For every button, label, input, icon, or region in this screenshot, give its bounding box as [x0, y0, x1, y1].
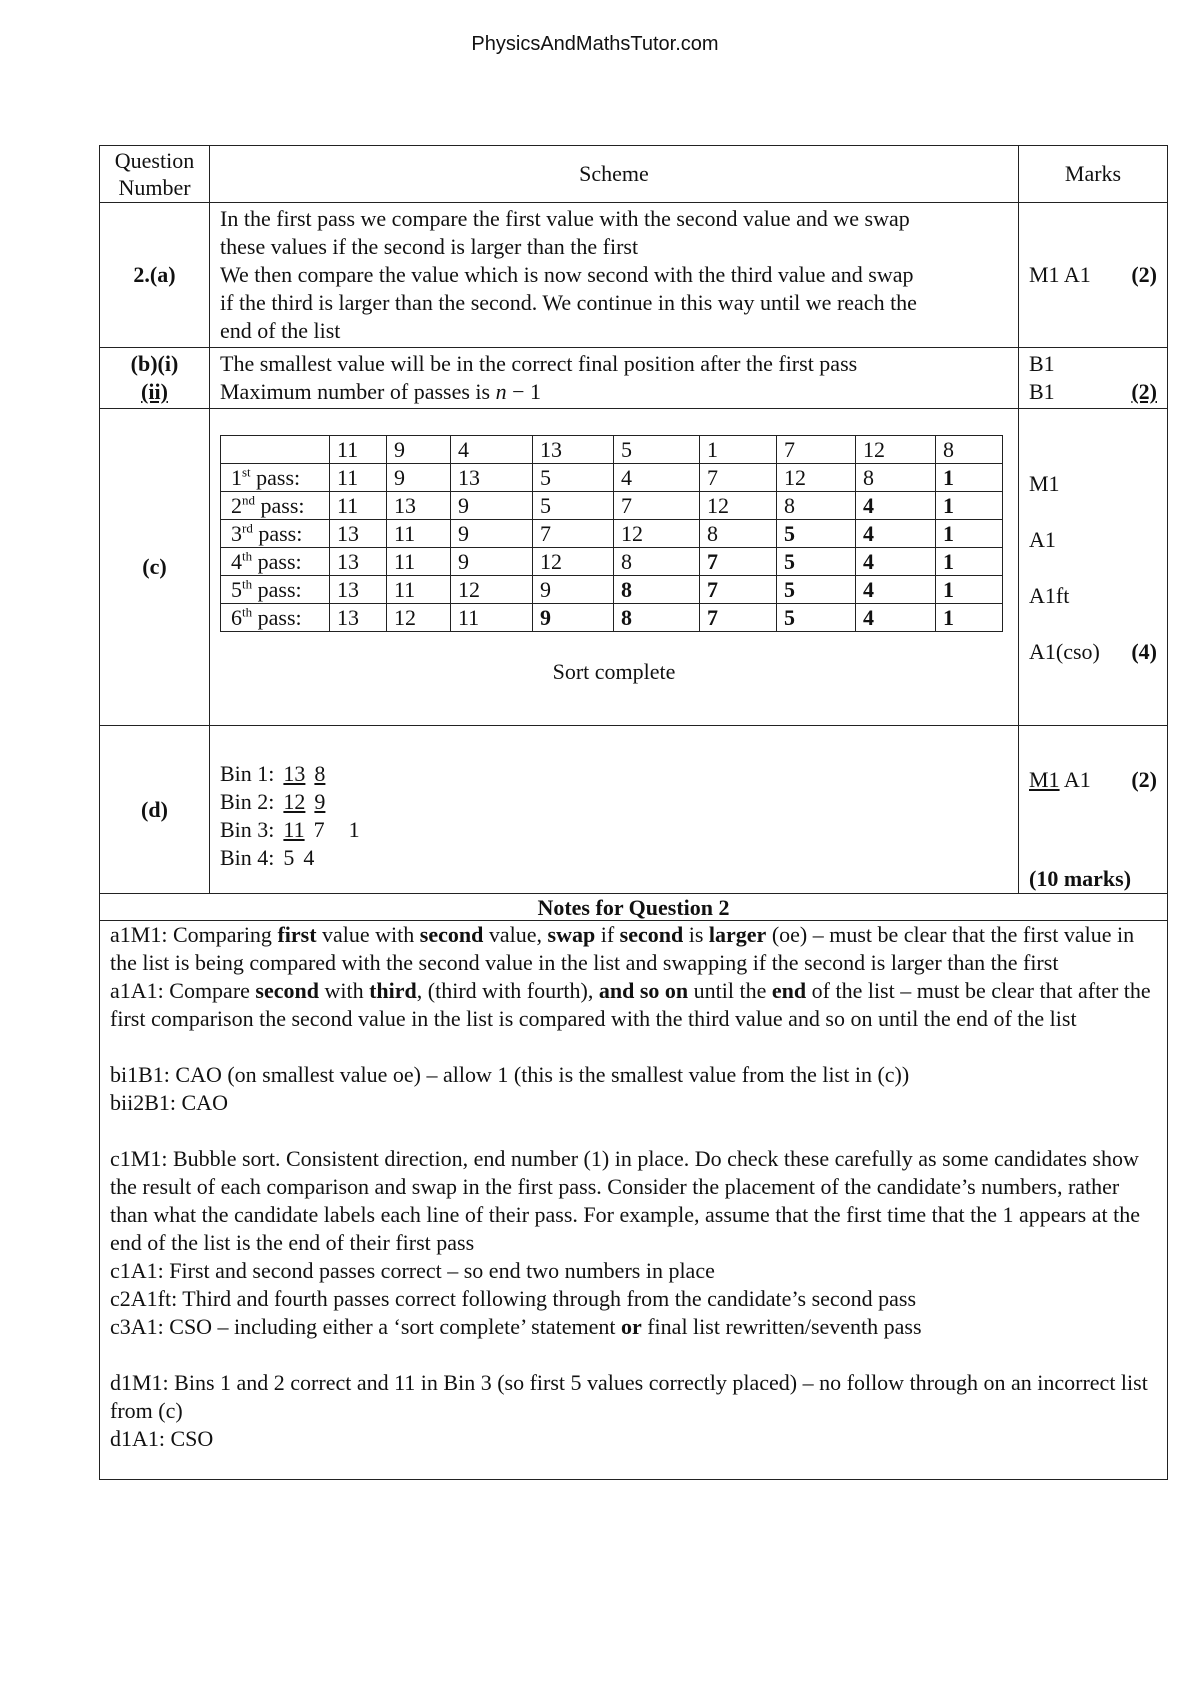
mark-total: (2)	[1131, 262, 1157, 287]
pass-value: 7	[777, 436, 856, 464]
scheme-line: if the third is larger than the second. We continue in this way until we reach the	[220, 290, 917, 315]
note-text: bii2B1: CAO	[110, 1090, 228, 1115]
pass-value: 12	[614, 520, 700, 548]
bin-line	[220, 816, 1008, 844]
label-part-a: 2.(a)	[100, 203, 210, 348]
scheme-part-c	[210, 409, 1019, 726]
pass-value: 1	[936, 548, 1003, 576]
pass-value: 13	[330, 520, 387, 548]
pass-value: 9	[387, 464, 451, 492]
pass-value: 4	[614, 464, 700, 492]
bin-item: 4	[303, 844, 315, 870]
pass-value: 7	[700, 464, 777, 492]
pass-value: 7	[700, 576, 777, 604]
pass-value: 13	[387, 492, 451, 520]
row-part-a	[100, 203, 1168, 348]
note-emphasis: and so on	[598, 978, 689, 1003]
bins-list	[220, 760, 1008, 872]
note-emphasis: end	[771, 978, 807, 1003]
pass-value: 13	[330, 604, 387, 632]
pass-value: 12	[451, 576, 533, 604]
pass-row	[221, 520, 1003, 548]
scheme-line: The smallest value will be in the correct final position after the first pass	[220, 351, 858, 376]
note-line	[110, 1257, 1157, 1285]
pass-row	[221, 576, 1003, 604]
pass-label: 6th pass:	[221, 604, 330, 632]
note-text: until the	[688, 978, 772, 1003]
note-emphasis: third	[369, 978, 417, 1003]
bin-item: 7	[313, 816, 325, 842]
note-line	[110, 1061, 1157, 1089]
marks-part-d	[1019, 726, 1168, 894]
pass-value: 9	[533, 576, 614, 604]
scheme-line: We then compare the value which is now second with the third value and swap	[220, 262, 914, 287]
note-text: final list rewritten/seventh pass	[641, 1314, 922, 1339]
pass-value: 13	[451, 464, 533, 492]
pass-value: 13	[533, 436, 614, 464]
pass-label: 2nd pass:	[221, 492, 330, 520]
mark: B1	[1029, 351, 1055, 376]
scheme-line: Maximum number of passes is n − 1	[220, 379, 542, 404]
marks-part-c	[1019, 409, 1168, 726]
pass-value: 9	[387, 436, 451, 464]
pass-value: 4	[451, 436, 533, 464]
bin-item: 11	[283, 816, 305, 842]
mark: A1(cso)	[1029, 639, 1100, 664]
note-emphasis: first	[277, 922, 317, 947]
pass-value: 9	[451, 492, 533, 520]
pass-value: 12	[700, 492, 777, 520]
pass-value: 7	[533, 520, 614, 548]
pass-value: 11	[387, 520, 451, 548]
pass-value: 1	[936, 464, 1003, 492]
note-text: with	[318, 978, 370, 1003]
ordinal-suffix: nd	[242, 492, 255, 508]
note-text: of the list – must be clear that after the first comparison the second value in the list is compared with the third value and so on until the end of the list	[110, 978, 1151, 1031]
pass-value: 9	[451, 548, 533, 576]
scheme-line: end of the list	[220, 318, 341, 343]
note-text: value,	[483, 922, 548, 947]
note-text: a1M1: Comparing	[110, 922, 278, 947]
pass-value: 5	[777, 520, 856, 548]
pass-value: 4	[856, 604, 936, 632]
pass-value: 12	[777, 464, 856, 492]
marks-part-b	[1019, 348, 1168, 409]
pass-value: 5	[777, 548, 856, 576]
pass-row	[221, 604, 1003, 632]
pass-row	[221, 492, 1003, 520]
header-line: Number	[118, 175, 191, 200]
pass-value: 7	[700, 548, 777, 576]
label-part-b	[100, 348, 210, 409]
pass-value: 4	[856, 492, 936, 520]
note-line	[110, 1285, 1157, 1313]
question-number-header	[100, 146, 210, 203]
pass-value: 11	[330, 492, 387, 520]
note-line	[110, 1369, 1157, 1425]
mark-total: (2)	[1131, 767, 1157, 792]
pass-value: 4	[856, 520, 936, 548]
pass-value: 8	[777, 492, 856, 520]
pass-value: 8	[856, 464, 936, 492]
notes-title-row	[100, 894, 1168, 921]
note-emphasis: second	[619, 922, 684, 947]
bin-item: 5	[283, 844, 295, 870]
pass-value: 8	[700, 520, 777, 548]
mark: A1	[1063, 767, 1091, 792]
pass-value: 11	[387, 548, 451, 576]
notes-body	[100, 921, 1168, 1480]
notes-title: Notes for Question 2	[100, 894, 1168, 921]
pass-value: 8	[614, 548, 700, 576]
mark-scheme-table	[99, 145, 1168, 1480]
scheme-part-b	[210, 348, 1019, 409]
paragraph-gap	[110, 1033, 1157, 1061]
row-part-d	[100, 726, 1168, 894]
mark-total: (2)	[1131, 379, 1157, 404]
marks-part-a	[1019, 203, 1168, 348]
header-line: Question	[114, 148, 195, 173]
pass-value: 11	[387, 576, 451, 604]
pass-label: 1st pass:	[221, 464, 330, 492]
bin-name: Bin 3:	[220, 816, 275, 842]
note-line	[110, 1313, 1157, 1341]
pass-value: 5	[777, 604, 856, 632]
scheme-line: In the first pass we compare the first value with the second value and we swap	[220, 206, 910, 231]
header-row	[100, 146, 1168, 203]
scheme-part-a	[210, 203, 1019, 348]
pass-value: 1	[936, 604, 1003, 632]
label-b-i: (b)(i)	[130, 351, 179, 376]
pass-label	[221, 436, 330, 464]
pass-value: 13	[330, 576, 387, 604]
mark: A1	[1029, 527, 1056, 552]
bin-item: 1	[348, 816, 360, 842]
bubble-sort-passes-table	[220, 435, 1003, 632]
bin-item: 13	[283, 760, 306, 786]
ordinal-suffix: th	[242, 604, 253, 620]
bin-line	[220, 788, 1008, 816]
sort-complete-text: Sort complete	[552, 659, 676, 684]
ordinal-suffix: rd	[242, 520, 253, 536]
row-part-b	[100, 348, 1168, 409]
note-line	[110, 977, 1157, 1033]
pass-value: 11	[330, 436, 387, 464]
note-line	[110, 1425, 1157, 1453]
pass-value: 5	[533, 492, 614, 520]
note-text: bi1B1: CAO (on smallest value oe) – allow 1 (this is the smallest value from the list in (c))	[110, 1062, 910, 1087]
pass-value: 12	[856, 436, 936, 464]
pass-value: 11	[330, 464, 387, 492]
note-text: c1A1: First and second passes correct – so end two numbers in place	[110, 1258, 715, 1283]
pass-value: 8	[614, 576, 700, 604]
mark: M1	[1029, 767, 1060, 792]
scheme-part-d	[210, 726, 1019, 894]
note-text: d1M1: Bins 1 and 2 correct and 11 in Bin 3 (so first 5 values correctly placed) – no follow through on an incorrect list from (c)	[110, 1370, 1148, 1423]
pass-value: 9	[451, 520, 533, 548]
note-text: d1A1: CSO	[110, 1426, 214, 1451]
note-text: c2A1ft: Third and fourth passes correct following through from the candidate’s second pass	[110, 1286, 917, 1311]
site-watermark: PhysicsAndMathsTutor.com	[471, 33, 719, 55]
pass-label: 5th pass:	[221, 576, 330, 604]
note-text: c1M1: Bubble sort. Consistent direction, end number (1) in place. Do check these carefully as some candidates show the result of each comparison and swap in the first pass. Consider the placement of the candidate’s numbers, rather than what the candidate labels each line of their pass. For example, assume that the first time that the 1 appears at the end of the list is the end of their first pass	[110, 1146, 1140, 1255]
ordinal-suffix: th	[242, 548, 253, 564]
note-text: is	[683, 922, 709, 947]
marks-header: Marks	[1019, 146, 1168, 203]
note-emphasis: second	[419, 922, 484, 947]
note-emphasis: second	[255, 978, 319, 1003]
pass-label: 4th pass:	[221, 548, 330, 576]
mark: A1ft	[1029, 583, 1070, 608]
ordinal-suffix: th	[242, 576, 253, 592]
pass-value: 4	[856, 576, 936, 604]
bin-name: Bin 4:	[220, 844, 275, 870]
mark-total: (4)	[1131, 639, 1157, 664]
notes-row	[100, 921, 1168, 1480]
mark: M1 A1	[1029, 262, 1091, 287]
mark: B1	[1029, 379, 1055, 404]
pass-value: 5	[533, 464, 614, 492]
note-text: a1A1: Compare	[110, 978, 256, 1003]
bin-name: Bin 1:	[220, 760, 275, 786]
note-line	[110, 1089, 1157, 1117]
pass-row	[221, 464, 1003, 492]
pass-row	[221, 548, 1003, 576]
row-part-c	[100, 409, 1168, 726]
pass-value: 1	[700, 436, 777, 464]
note-line	[110, 1145, 1157, 1257]
scheme-header: Scheme	[210, 146, 1019, 203]
pass-value: 9	[533, 604, 614, 632]
note-text: c3A1: CSO – including either a ‘sort complete’ statement	[110, 1314, 621, 1339]
pass-label: 3rd pass:	[221, 520, 330, 548]
bin-name: Bin 2:	[220, 788, 275, 814]
note-emphasis: swap	[547, 922, 596, 947]
bin-item: 8	[314, 760, 326, 786]
pass-value: 12	[387, 604, 451, 632]
label-b-ii: (ii)	[141, 379, 168, 404]
pass-value: 11	[451, 604, 533, 632]
paragraph-gap	[110, 1117, 1157, 1145]
label-part-d: (d)	[100, 726, 210, 894]
note-emphasis: larger	[708, 922, 767, 947]
bin-line	[220, 760, 1008, 788]
note-text: , (third with fourth),	[416, 978, 599, 1003]
pass-value: 1	[936, 520, 1003, 548]
ordinal-suffix: st	[242, 464, 251, 480]
note-text: (oe) – must be clear that the first value in the list is being compared with the second value in the list and swapping if the second is larger than the first	[110, 922, 1135, 975]
pass-value: 5	[614, 436, 700, 464]
pass-value: 4	[856, 548, 936, 576]
pass-value: 8	[614, 604, 700, 632]
bin-item: 12	[283, 788, 306, 814]
pass-value: 12	[533, 548, 614, 576]
note-emphasis: or	[620, 1314, 642, 1339]
mark: M1	[1029, 471, 1060, 496]
note-text: if	[595, 922, 620, 947]
math-variable: n	[495, 379, 507, 404]
pass-value: 7	[614, 492, 700, 520]
grand-total: (10 marks)	[1029, 866, 1132, 891]
pass-value: 13	[330, 548, 387, 576]
bin-line	[220, 844, 1008, 872]
scheme-line: these values if the second is larger than the first	[220, 234, 639, 259]
pass-value: 7	[700, 604, 777, 632]
note-text: value with	[316, 922, 420, 947]
pass-value: 8	[936, 436, 1003, 464]
paragraph-gap	[110, 1341, 1157, 1369]
pass-value: 1	[936, 576, 1003, 604]
pass-row	[221, 436, 1003, 464]
label-part-c: (c)	[100, 409, 210, 726]
pass-value: 1	[936, 492, 1003, 520]
note-line	[110, 921, 1157, 977]
pass-value: 5	[777, 576, 856, 604]
bin-item: 9	[314, 788, 326, 814]
